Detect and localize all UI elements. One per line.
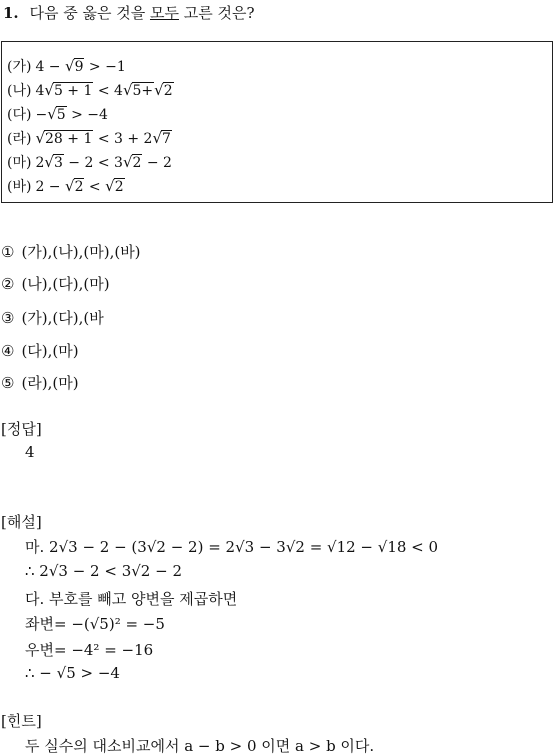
radicand: 2: [74, 179, 84, 195]
expression-text: −: [35, 107, 48, 123]
hint-heading: [힌트]: [1, 712, 42, 730]
choice-text: (다),(마): [21, 342, 79, 360]
explanation-line-3: 다. 부호를 빼고 양변을 제곱하면: [25, 590, 238, 608]
choice-option[interactable]: [1, 241, 141, 262]
statement-expression: [35, 83, 173, 99]
radical-sign: √: [65, 57, 75, 75]
sqrt-symbol: [123, 81, 154, 99]
statement-row: [7, 56, 126, 76]
statement-label: (마): [7, 155, 32, 171]
question-number: 1.: [3, 4, 19, 22]
statement-label: (라): [7, 131, 32, 147]
explanation-line-4: 좌변= −(√5)² = −5: [25, 615, 165, 633]
explanation-line-6: ∴ − √5 > −4: [25, 664, 120, 682]
statement-expression: [35, 131, 171, 147]
expression-text: > −4: [66, 107, 108, 123]
sqrt-symbol: [105, 177, 124, 195]
explanation-line-2: ∴ 2√3 − 2 < 3√2 − 2: [25, 562, 183, 580]
statement-row: [7, 80, 174, 100]
expression-text: < 4: [93, 83, 123, 99]
expression-text: − 2 < 3: [63, 155, 123, 171]
statement-row: [7, 104, 108, 124]
sqrt-symbol: [35, 129, 93, 147]
sqrt-symbol: [65, 57, 84, 75]
radical-sign: √: [44, 153, 54, 171]
radicand: 3: [53, 155, 63, 171]
answer-value: 4: [25, 443, 35, 461]
question-text-after: 고른 것은?: [183, 4, 255, 22]
expression-text: 4 −: [35, 59, 65, 75]
radicand: 5 + 1: [53, 83, 93, 99]
radicand: 7: [162, 131, 171, 147]
statement-label: (다): [7, 107, 32, 123]
answer-heading: [정답]: [1, 420, 42, 438]
sqrt-symbol: [65, 177, 84, 195]
radicand: 2: [114, 179, 124, 195]
statement-row: [7, 152, 172, 172]
expression-text: > −1: [84, 59, 126, 75]
explanation-line-1: 마. 2√3 − 2 − (3√2 − 2) = 2√3 − 3√2 = √12 − √18 < 0: [25, 538, 439, 556]
radical-sign: √: [122, 81, 133, 99]
radical-sign: √: [47, 105, 57, 123]
choice-option[interactable]: [1, 273, 110, 294]
choice-text: (나),(다),(마): [21, 275, 110, 293]
expression-text: 2: [35, 155, 45, 171]
radicand: 28 + 1: [45, 131, 93, 147]
explanation-line-5: 우변= −4² = −16: [25, 641, 154, 659]
explanation-heading: [해설]: [1, 513, 42, 531]
statement-expression: [35, 155, 172, 171]
choice-number-icon: ①: [1, 243, 15, 261]
question-line: [3, 2, 255, 23]
radical-sign: √: [122, 153, 133, 171]
expression-text: <: [84, 179, 106, 195]
hint-text: 두 실수의 대소비교에서 a − b > 0 이면 a > b 이다.: [25, 737, 375, 755]
sqrt-symbol: [47, 105, 66, 123]
choice-option[interactable]: [1, 372, 79, 393]
radical-sign: √: [65, 177, 75, 195]
radicand: 9: [74, 59, 84, 75]
choice-number-icon: ③: [1, 309, 15, 327]
choice-text: (가),(다),(바: [21, 309, 104, 327]
radical-sign: √: [44, 81, 54, 99]
radicand: 5: [56, 107, 66, 123]
choice-option[interactable]: [1, 307, 104, 328]
radical-sign: √: [154, 81, 164, 99]
choice-text: (가),(나),(마),(바): [21, 243, 141, 261]
choice-number-icon: ④: [1, 342, 15, 360]
question-text-before: 다음 중 옳은 것을: [29, 4, 146, 22]
expression-text: − 2: [142, 155, 172, 171]
sqrt-symbol: [44, 153, 63, 171]
sqrt-symbol: [154, 81, 173, 99]
statement-expression: [35, 59, 125, 75]
radical-sign: √: [35, 129, 46, 147]
question-underlined-word: 모두: [149, 4, 179, 22]
expression-text: < 3 + 2: [93, 131, 153, 147]
statement-label: (가): [7, 59, 32, 75]
statement-expression: [35, 179, 124, 195]
choice-text: (라),(마): [21, 374, 79, 392]
sqrt-symbol: [152, 129, 171, 147]
choice-option[interactable]: [1, 340, 79, 361]
expression-text: 4: [35, 83, 45, 99]
expression-text: 2 −: [35, 179, 65, 195]
choice-number-icon: ⑤: [1, 374, 15, 392]
radical-sign: √: [105, 177, 115, 195]
statement-expression: [35, 107, 108, 123]
statement-label: (나): [7, 83, 32, 99]
statement-label: (바): [7, 179, 32, 195]
radicand: 5+: [132, 83, 154, 99]
radical-sign: √: [152, 129, 163, 147]
sqrt-symbol: [44, 81, 93, 99]
radicand: 2: [163, 83, 173, 99]
sqrt-symbol: [123, 153, 142, 171]
choice-number-icon: ②: [1, 275, 15, 293]
radicand: 2: [132, 155, 142, 171]
statement-row: [7, 128, 172, 148]
statement-row: [7, 176, 125, 196]
